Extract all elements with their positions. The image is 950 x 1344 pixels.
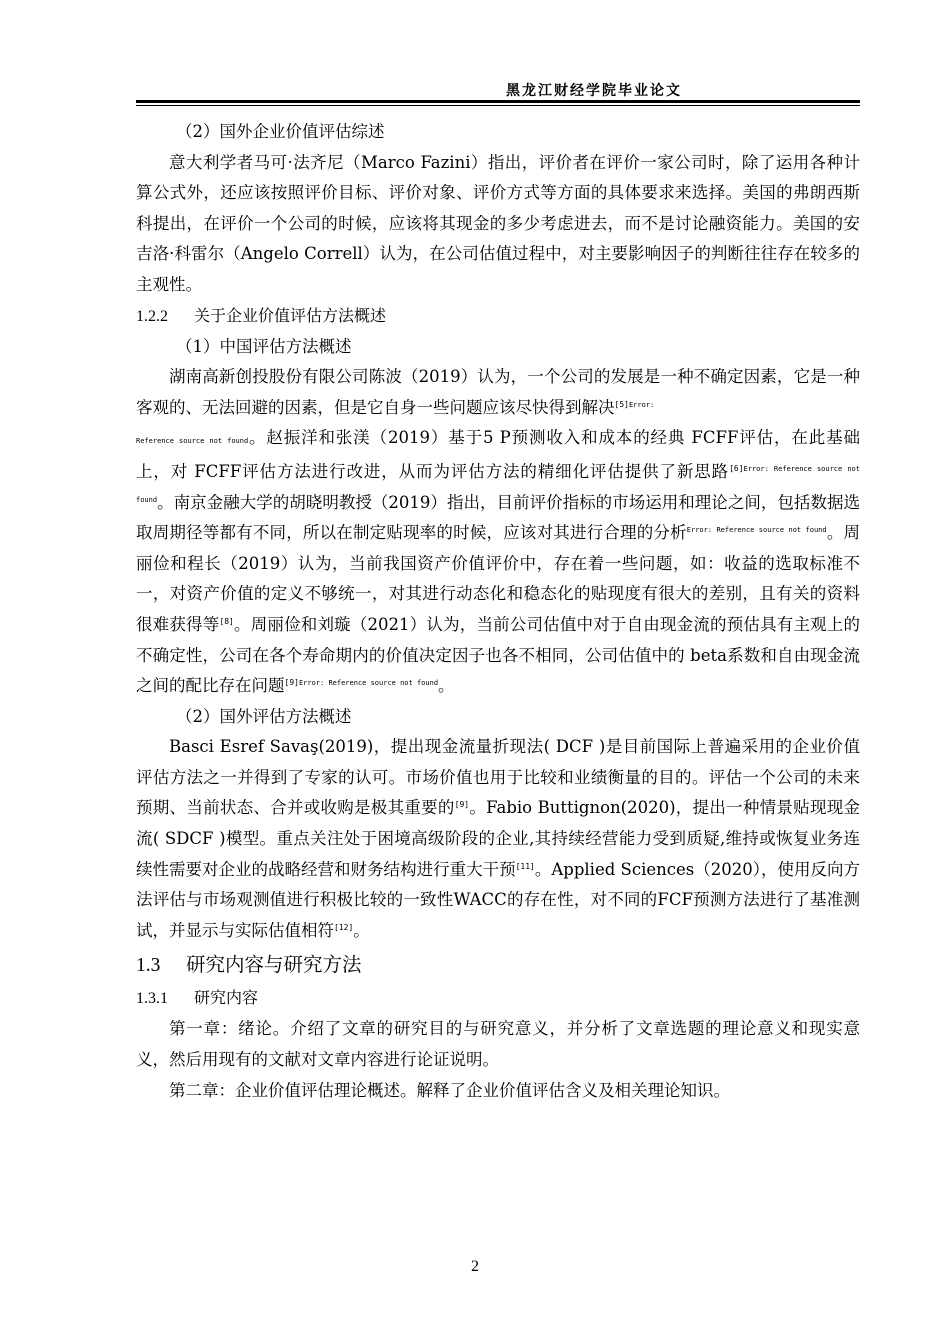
section-1-3-1-heading [136,983,860,1014]
page-header-title: 黑龙江财经学院毕业论文 [506,83,682,99]
chapter-2-summary: 第二章：企业价值评估理论概述。解释了企业价值评估含义及相关理论知识。 [169,1080,730,1100]
header-rule-thin [136,105,860,106]
text-run: 。Applied Sciences（2020），使用反向方法评估与市场观测值进行积极比较的一致性WACC的存在性，对不同的FCF预测方法进行了基准测试，并显示与实际估值相符 [136,859,861,940]
text-run: 湖南高新创投股份有限公司陈波（2019）认为，一个公司的发展是一种不确定因素，它是一种客观的、无法回避的因素，但是它自身一些问题应该尽快得到解决 [136,367,860,417]
foreign-review-paragraph: 意大利学者马可·法齐尼（Marco Fazini）指出，评价者在评价一家公司时，除了运用各种计算公式外，还应该按照评价目标、评价对象、评价方式等方面的具体要求来选择。美国的弗朗西斯科提出，在评价一个公司的时候，应该将其现金的多少考虑进去，而不是讨论融资能力。美国的安吉洛·科雷尔（Angelo Correll）认为，在公司估值过程中，对主要影响因子的判断往往存在较多的主观性。 [136,152,860,294]
foreign-methods-heading: （2）国外评估方法概述 [176,706,352,726]
error-note: Error: Reference source not found [686,526,827,535]
text-run: 。周丽俭和程长（2019）认为，当前我国资产价值评价中，存在着一些问题，如：收益的选取标准不一，对资产价值的定义不够统一，对其进行动态化和稳态化的贴现度有很大的差别，且有关的资料很难获得等 [136,523,861,634]
section-title: 研究内容与研究方法 [186,953,362,977]
section-1-2-2-heading [136,301,860,332]
foreign-methods-paragraph [136,732,860,946]
section-title: 研究内容 [194,988,259,1008]
citation-ref: [12] [334,922,354,932]
text-run: 。 [438,676,455,696]
section-number: 1.3.1 [136,990,168,1008]
error-note: Error: [628,400,655,409]
text-run: Basci Esref Savaş(2019)，提出现金流量折现法( DCF )是目前国际上普遍采用的企业价值评估方法之一并得到了专家的认可。市场价值也用于比较和业绩衡量的目的。评估一个公司的未来预期、当前状态、合并或收购是极其重要的 [136,737,860,818]
document-body [136,117,860,1106]
text-run: 。南京金融大学的胡晓明教授（2019）指出，目前评价指标的市场运用和理论之间，包括数据选取周期径等都有不同，所以在制定贴现率的时候，应该对其进行合理的分析 [136,492,860,543]
citation-ref: [9] [284,678,299,688]
text-run: 。 [353,920,370,940]
header-rule-thick [136,100,860,103]
error-note: Reference source not found [136,437,249,446]
citation-ref: [8] [219,616,234,626]
china-methods-paragraph [136,362,860,702]
foreign-review-heading: （2）国外企业价值评估综述 [176,122,385,141]
section-title: 关于企业价值评估方法概述 [194,305,387,325]
text-run: 。Fabio Buttignon(2020)，提出一种情景贴现现金流( SDCF )模型。重点关注处于困境高级阶段的企业,其持续经营能力受到质疑,维持或恢复业务连续性需要对企业的战略经营和财务结构进行重大干预 [136,798,860,879]
china-methods-heading: （1）中国评估方法概述 [176,336,352,356]
citation-ref: [9] [454,800,470,810]
error-note: Error: Reference source not found [298,679,439,688]
text-run: 。周丽俭和刘璇（2021）认为，当前公司估值中对于自由现金流的预估具有主观上的不确定性，公司在各个寿命期内的价值决定因子也各不相同，公司估值中的 beta系数和自由现金流之间的配比存在问题 [136,614,860,696]
citation-ref: [11] [515,861,535,871]
error-note: Error: Reference source not found [136,464,860,504]
text-run: 。赵振洋和张渼（2019）基于5 P预测收入和成本的经典 FCFF评估，在此基础上，对 FCFF评估方法进行改进，从而为评估方法的精细化评估提供了新思路 [136,428,860,481]
chapter-1-summary: 第一章：绪论。介绍了文章的研究目的与研究意义，并分析了文章选题的理论意义和现实意义，然后用现有的文献对文章内容进行论证说明。 [136,1019,860,1070]
section-number: 1.2.2 [136,307,168,325]
citation-ref: [5] [614,399,629,409]
section-number: 1.3 [136,955,161,977]
section-1-3-heading [136,948,860,983]
citation-ref: [6] [729,463,744,473]
page-number: 2 [471,1258,479,1275]
